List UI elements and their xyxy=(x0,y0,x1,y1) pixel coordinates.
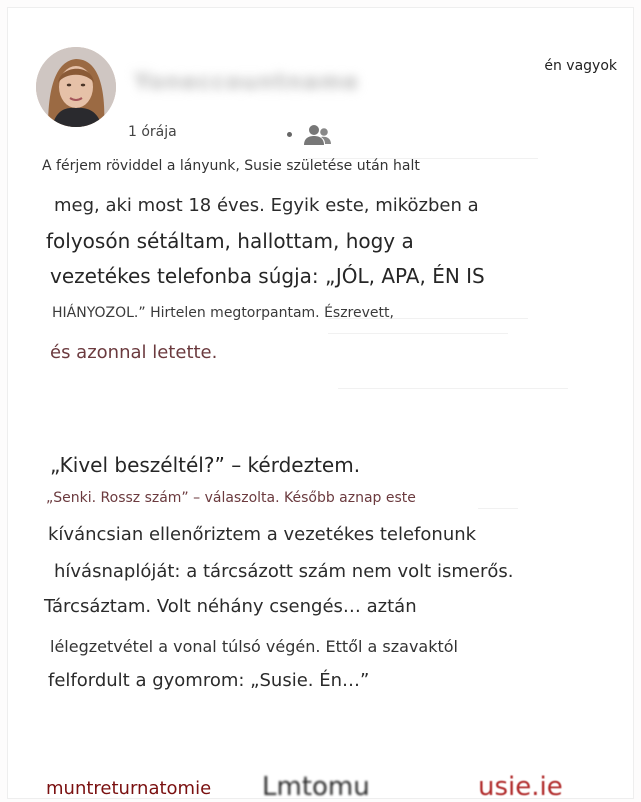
story-line: „Senki. Rossz szám” – válaszolta. Később aznap este xyxy=(46,490,416,506)
story-line: és azonnal letette. xyxy=(50,342,218,363)
background-ghost-line xyxy=(328,333,508,334)
story-line: meg, aki most 18 éves. Egyik este, miközben a xyxy=(54,195,479,216)
username[interactable]: Yoneccountname xyxy=(134,70,359,95)
story-line: „Kivel beszéltél?” – kérdeztem. xyxy=(50,453,361,477)
watermark-text: muntreturnatomie xyxy=(46,778,212,799)
watermark-text: Lmtomu xyxy=(262,772,370,802)
avatar-photo xyxy=(36,47,116,127)
post-timestamp[interactable]: 1 órája xyxy=(128,124,177,140)
self-label: én vagyok xyxy=(544,58,617,74)
story-line: hívásnaplóját: a tárcsázott szám nem volt ismerős. xyxy=(54,561,514,582)
watermark-text: usie.ie xyxy=(478,772,563,802)
story-line: HIÁNYOZOL.” Hirtelen megtorpantam. Észrevett, xyxy=(52,305,394,321)
story-line: lélegzetvétel a vonal túlsó végén. Ettől a szavaktól xyxy=(50,637,458,656)
watermark-strip xyxy=(0,770,641,800)
story-line: folyosón sétáltam, hallottam, hogy a xyxy=(46,229,414,253)
avatar[interactable] xyxy=(36,47,116,127)
story-line: Tárcsáztam. Volt néhány csengés… aztán xyxy=(44,596,417,617)
story-line: vezetékes telefonba súgja: „JÓL, APA, ÉN IS xyxy=(50,264,485,288)
background-ghost-line xyxy=(338,388,568,389)
background-ghost-line xyxy=(478,508,518,509)
story-line: felfordult a gyomrom: „Susie. Én…” xyxy=(48,670,370,691)
story-line: kíváncsian ellenőriztem a vezetékes telefonunk xyxy=(48,524,477,545)
people-icon[interactable] xyxy=(302,124,332,146)
story-line: A férjem röviddel a lányunk, Susie születése után halt xyxy=(42,158,420,174)
separator-dot xyxy=(287,132,292,137)
